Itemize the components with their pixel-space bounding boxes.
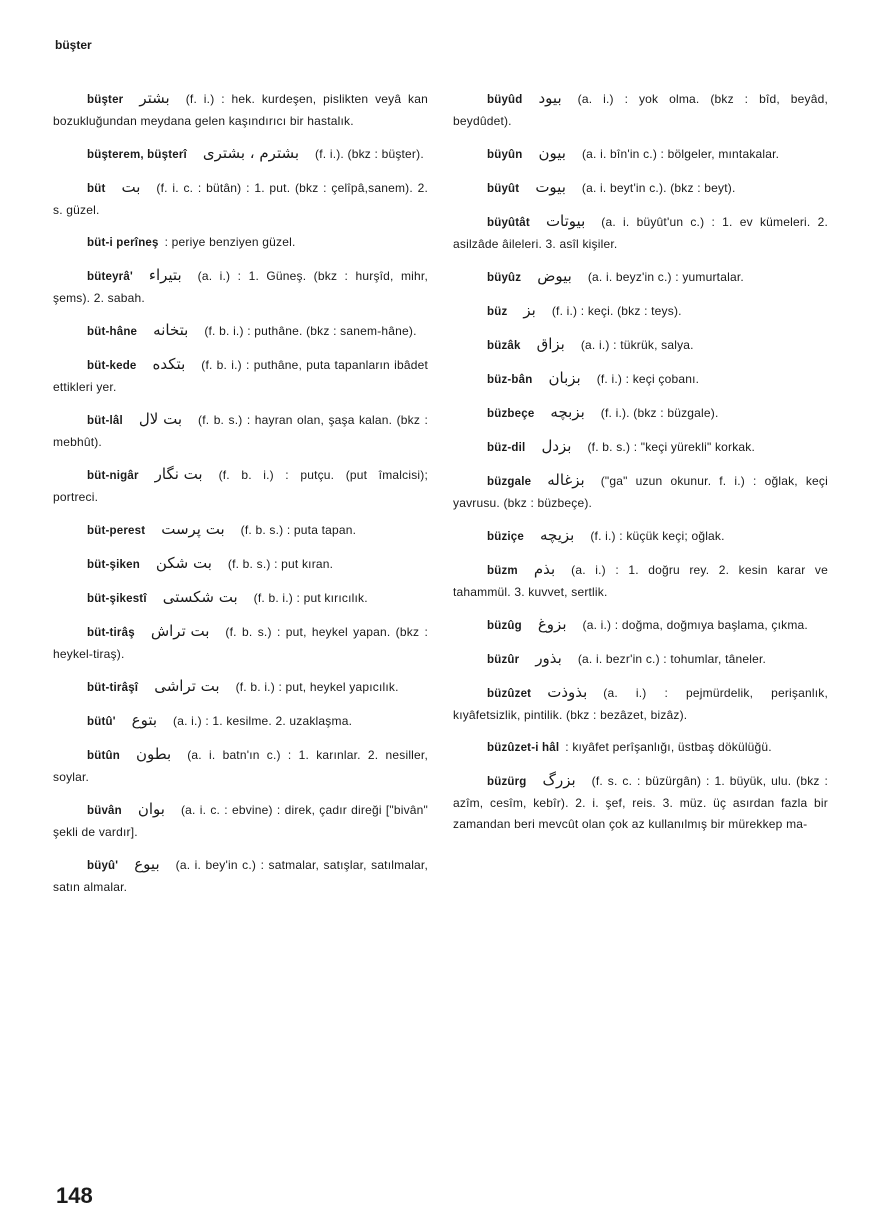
definition: : kıyâfet perîşanlığı, üstbaş dökülüğü.	[565, 740, 772, 754]
dictionary-entry	[53, 854, 428, 898]
definition: ("ga" uzun okunur. f. i.) : oğlak, keçi yavrusu. (bkz : büzbeçe).	[453, 474, 828, 510]
definition: (a. i.) : 1. kesilme. 2. uzaklaşma.	[173, 714, 353, 728]
headword: büteyrâ'	[87, 271, 133, 283]
headword: büz-bân	[487, 374, 533, 386]
arabic-script: بشترم ، بشترى	[202, 144, 300, 162]
arabic-script: بزغاله	[547, 471, 585, 489]
definition: (a. i. bîn'in c.) : bölgeler, mıntakalar.	[581, 147, 780, 161]
headword: büt-tirâşî	[87, 682, 139, 694]
headword: büziçe	[487, 531, 524, 543]
arabic-script: بتيراء	[148, 266, 182, 284]
right-column	[453, 88, 828, 846]
definition: (a. i. bey'in c.) : satmalar, satışlar, satılmalar, satın almalar.	[53, 858, 428, 894]
arabic-script: بوان	[137, 800, 165, 818]
headword: büvân	[87, 805, 122, 817]
dictionary-entry	[53, 799, 428, 843]
dictionary-entry	[453, 648, 828, 671]
definition: (a. i. batn'ın c.) : 1. karınlar. 2. nesiller, soylar.	[53, 748, 428, 784]
headword: bütû'	[87, 716, 116, 728]
definition: (f. b. i.) : puthâne. (bkz : sanem-hâne).	[204, 324, 417, 338]
definition: (a. i.) : pejmürdelik, perişanlık, kıyâfetsizlik, pintilik. (bkz : bezâzet, bizâz).	[453, 686, 828, 722]
arabic-script: بزبان	[548, 369, 581, 387]
arabic-script: بزيچه	[540, 526, 575, 544]
dictionary-entry	[53, 621, 428, 665]
headword: büzm	[487, 565, 518, 577]
dictionary-entry	[453, 559, 828, 603]
dictionary-entry	[453, 211, 828, 255]
arabic-script: بزبچه	[550, 403, 585, 421]
running-head: büşter	[55, 38, 92, 52]
arabic-script: بت	[121, 178, 141, 196]
headword: büt-nigâr	[87, 470, 139, 482]
arabic-script: بذور	[535, 649, 562, 667]
headword: büt-i perîneş	[87, 237, 159, 249]
left-column	[53, 88, 428, 909]
definition: (a. i. bezr'in c.) : tohumlar, tâneler.	[577, 652, 767, 666]
dictionary-entry	[453, 436, 828, 459]
definition: (f. b. s.) : puta tapan.	[240, 523, 357, 537]
dictionary-entry	[453, 266, 828, 289]
definition: (a. i. beyt'in c.). (bkz : beyt).	[581, 181, 736, 195]
arabic-script: بزرگ	[542, 771, 576, 789]
dictionary-entry	[453, 88, 828, 132]
headword: büzürg	[487, 776, 527, 788]
definition: (f. i.) : keçi. (bkz : teys).	[551, 304, 682, 318]
arabic-script: بز	[523, 301, 536, 319]
headword: büzgale	[487, 476, 532, 488]
dictionary-entry	[53, 464, 428, 508]
headword: büzâk	[487, 340, 521, 352]
headword: büz-dil	[487, 442, 526, 454]
arabic-script: بت شكن	[155, 554, 212, 572]
definition: (f. s. c. : büzürgân) : 1. büyük, ulu. (bkz : azîm, cesîm, kebîr). 2. i. şef, reis. 3. müz. üç asırdan fazla bir zamandan beri mevcût olan çok az kullanılmış bir mürekkep ma-	[453, 774, 828, 831]
dictionary-entry	[453, 525, 828, 548]
arabic-script: بت پرست	[161, 520, 225, 538]
dictionary-entry	[453, 300, 828, 323]
headword: büzûr	[487, 654, 520, 666]
arabic-script: بتوع	[131, 711, 158, 729]
definition: (f. b. s.) : hayran olan, şaşa kalan. (bkz : mebhût).	[53, 413, 428, 449]
dictionary-entry	[53, 88, 428, 132]
arabic-script: بيوض	[537, 267, 572, 285]
headword: büt-şikestî	[87, 593, 147, 605]
definition: (f. b. i.) : put kırıcılık.	[253, 591, 368, 605]
definition: (f. b. i.) : puthâne, puta tapanların ibâdet ettikleri yer.	[53, 358, 428, 394]
headword: büt-tirâş	[87, 627, 135, 639]
definition: (f. b. i.) : put, heykel yapıcılık.	[235, 680, 399, 694]
headword: büyûz	[487, 272, 522, 284]
dictionary-entry	[453, 177, 828, 200]
dictionary-entry	[53, 519, 428, 542]
dictionary-entry	[53, 587, 428, 610]
headword: büşter	[87, 94, 124, 106]
dictionary-entry	[53, 143, 428, 166]
dictionary-entry	[53, 553, 428, 576]
definition: (a. i. beyz'in c.) : yumurtalar.	[587, 270, 744, 284]
dictionary-entry	[53, 320, 428, 343]
arabic-script: بتكده	[152, 355, 186, 373]
definition: (f. i.) : hek. kurdeşen, pislikten veyâ kan bozukluğundan meydana gelen kaşındırıcı bir hastalık.	[53, 92, 428, 128]
headword: büyûtât	[487, 217, 530, 229]
headword: büt-perest	[87, 525, 146, 537]
definition: (f. b. i.) : putçu. (put îmalcisi); portreci.	[53, 468, 428, 504]
dictionary-entry	[53, 177, 428, 221]
dictionary-entry	[453, 143, 828, 166]
headword: bütûn	[87, 750, 120, 762]
headword: büt-kede	[87, 360, 137, 372]
dictionary-entry	[53, 676, 428, 699]
dictionary-entry	[53, 354, 428, 398]
definition: (f. i.). (bkz : büzgale).	[600, 406, 719, 420]
definition: (f. i. c. : bütân) : 1. put. (bkz : çelîpâ,sanem). 2. s. güzel.	[53, 181, 428, 217]
dictionary-entry	[53, 232, 428, 254]
dictionary-entry	[53, 710, 428, 733]
definition: (a. i.) : 1. doğru rey. 2. kesin karar ve tahammül. 3. kuvvet, sertlik.	[453, 563, 828, 599]
definition: (a. i. büyût'un c.) : 1. ev kümeleri. 2. asilzâde âileleri. 3. asîl kişiler.	[453, 215, 828, 251]
dictionary-entry	[453, 368, 828, 391]
arabic-script: بت نگار	[154, 465, 203, 483]
dictionary-entry	[53, 265, 428, 309]
dictionary-entry	[453, 402, 828, 425]
dictionary-entry	[453, 770, 828, 835]
headword: büz	[487, 306, 508, 318]
arabic-script: بزوغ	[537, 615, 567, 633]
definition: (f. i.) : küçük keçi; oğlak.	[590, 529, 725, 543]
arabic-script: بيوع	[134, 855, 160, 873]
arabic-script: بطون	[135, 745, 172, 763]
definition: (f. b. s.) : "keçi yürekli" korkak.	[587, 440, 756, 454]
arabic-script: بشتر	[139, 89, 170, 107]
arabic-script: بذم	[533, 560, 556, 578]
headword: büyût	[487, 183, 520, 195]
arabic-script: بت تراش	[150, 622, 210, 640]
headword: büzûg	[487, 620, 522, 632]
arabic-script: بيود	[538, 89, 562, 107]
arabic-script: بت شكستى	[162, 588, 238, 606]
arabic-script: بذوذت	[547, 683, 588, 701]
headword: büt-lâl	[87, 415, 123, 427]
dictionary-entry	[453, 334, 828, 357]
headword: büyû'	[87, 860, 119, 872]
headword: büzûzet	[487, 688, 532, 700]
headword: büt	[87, 183, 106, 195]
headword: büşterem, büşterî	[87, 149, 187, 161]
dictionary-entry	[453, 614, 828, 637]
headword: büt-hâne	[87, 326, 138, 338]
definition: (f. b. s.) : put, heykel yapan. (bkz : heykel-tiraş).	[53, 625, 428, 661]
arabic-script: بيوتات	[545, 212, 586, 230]
page-number: 148	[56, 1183, 93, 1208]
headword: büzbeçe	[487, 408, 535, 420]
arabic-script: بزدل	[541, 437, 572, 455]
headword: büyûd	[487, 94, 523, 106]
dictionary-entry	[453, 470, 828, 514]
definition: (f. b. s.) : put kıran.	[227, 557, 334, 571]
definition: (f. i.). (bkz : büşter).	[315, 147, 424, 161]
arabic-script: بت تراشى	[154, 677, 220, 695]
headword: büyûn	[487, 149, 523, 161]
arabic-script: بيوت	[535, 178, 566, 196]
definition: (a. i. c. : ebvine) : direk, çadır direği ["bivân" şekli de vardır].	[53, 803, 428, 839]
definition: (a. i.) : doğma, doğmıya başlama, çıkma.	[582, 618, 808, 632]
arabic-script: بيون	[538, 144, 566, 162]
definition: (a. i.) : tükrük, salya.	[580, 338, 694, 352]
definition: (a. i.) : yok olma. (bkz : bîd, beyâd, beydûdet).	[453, 92, 828, 128]
arabic-script: بتخانه	[153, 321, 189, 339]
dictionary-entry	[53, 409, 428, 453]
definition: (a. i.) : 1. Güneş. (bkz : hurşîd, mihr, şems). 2. sabah.	[53, 269, 428, 305]
headword: büzûzet-i hâl	[487, 742, 560, 754]
dictionary-entry	[453, 737, 828, 759]
dictionary-entry	[453, 682, 828, 726]
headword: büt-şiken	[87, 559, 140, 571]
arabic-script: بزاق	[536, 335, 565, 353]
definition: (f. i.) : keçi çobanı.	[596, 372, 700, 386]
dictionary-entry	[53, 744, 428, 788]
definition: : periye benziyen güzel.	[164, 235, 296, 249]
arabic-script: بت لال	[138, 410, 183, 428]
